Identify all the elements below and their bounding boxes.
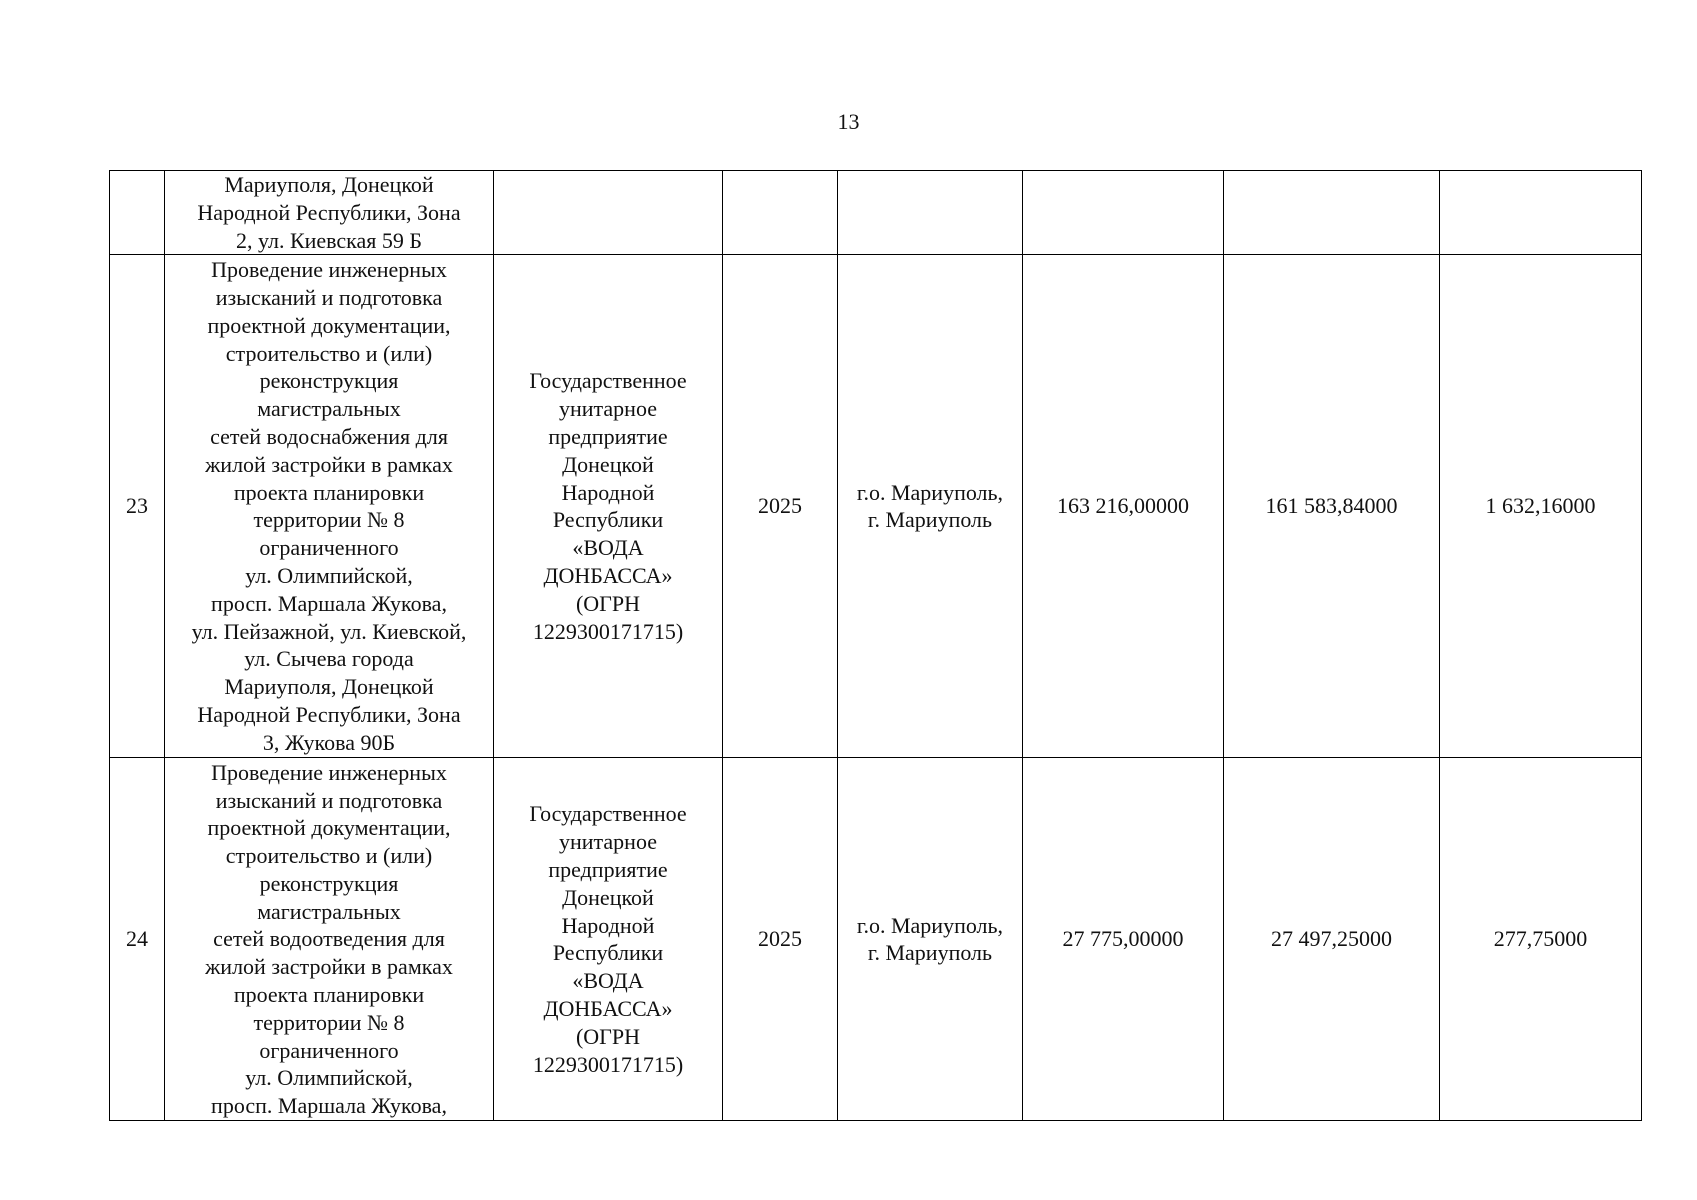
cell-description [165, 255, 494, 758]
cell-description [165, 758, 494, 1121]
cell-year [723, 255, 838, 758]
total-value: 27 775,00000 [1062, 926, 1184, 952]
cell-amount-1 [1224, 255, 1440, 758]
registry-table [109, 170, 1642, 1121]
total-value: 163 216,00000 [1057, 493, 1189, 519]
cell-amount-2 [1440, 255, 1642, 758]
cell-amount-2 [1440, 758, 1642, 1121]
cell-location [838, 758, 1023, 1121]
cell-year [723, 171, 838, 255]
cell-amount-1 [1224, 171, 1440, 255]
cell-total [1023, 255, 1224, 758]
cell-location [838, 171, 1023, 255]
location-text: г.о. Мариуполь, г. Мариуполь [856, 479, 1004, 533]
amount-2-value: 1 632,16000 [1485, 493, 1596, 519]
row-number: 23 [126, 493, 148, 519]
description-text: Проведение инженерных изысканий и подготовка проектной документации, строительство и (или) реконструкция магистральных сетей водоотведения для жилой застройки в рамках проекта планировки территории № 8 ограниченного ул. Олимпийской, просп. Маршала Жукова, [205, 759, 453, 1119]
row-number: 24 [126, 926, 148, 952]
cell-row-number [110, 758, 165, 1121]
cell-location [838, 255, 1023, 758]
organization-text: Государственное унитарное предприятие Донецкой Народной Республики «ВОДА ДОНБАССА» (ОГРН 1229300171715) [529, 801, 687, 1077]
table-row-continuation [110, 171, 1642, 255]
cell-row-number [110, 255, 165, 758]
cell-organization [494, 255, 723, 758]
page-number: 13 [837, 109, 860, 134]
cell-organization [494, 171, 723, 255]
cell-row-number [110, 171, 165, 255]
table-row [110, 758, 1642, 1121]
amount-2-value: 277,75000 [1493, 926, 1588, 952]
cell-total [1023, 171, 1224, 255]
description-text: Проведение инженерных изысканий и подготовка проектной документации, строительство и (или) реконструкция магистральных сетей водоснабжения для жилой застройки в рамках проекта планировки территории № 8 ограниченного ул. Олимпийской, просп. Маршала Жукова, ул. Пейзажной, ул. Киевской, ул. Сычева города Мариуполя, Донецкой Народной Республики, Зона 3, Жукова 90Б [191, 257, 467, 755]
year-text: 2025 [758, 926, 802, 952]
amount-1-value: 161 583,84000 [1265, 493, 1398, 519]
cell-total [1023, 758, 1224, 1121]
amount-1-value: 27 497,25000 [1271, 926, 1392, 952]
cell-organization [494, 758, 723, 1121]
year-text: 2025 [758, 493, 802, 519]
cell-amount-1 [1224, 758, 1440, 1121]
cell-description [165, 171, 494, 255]
description-text: Мариуполя, Донецкой Народной Республики, Зона 2, ул. Киевская 59 Б [197, 172, 461, 253]
organization-text: Государственное унитарное предприятие Донецкой Народной Республики «ВОДА ДОНБАССА» (ОГРН 1229300171715) [529, 368, 687, 644]
cell-year [723, 758, 838, 1121]
location-text: г.о. Мариуполь, г. Мариуполь [856, 912, 1004, 966]
table-row [110, 255, 1642, 758]
cell-amount-2 [1440, 171, 1642, 255]
